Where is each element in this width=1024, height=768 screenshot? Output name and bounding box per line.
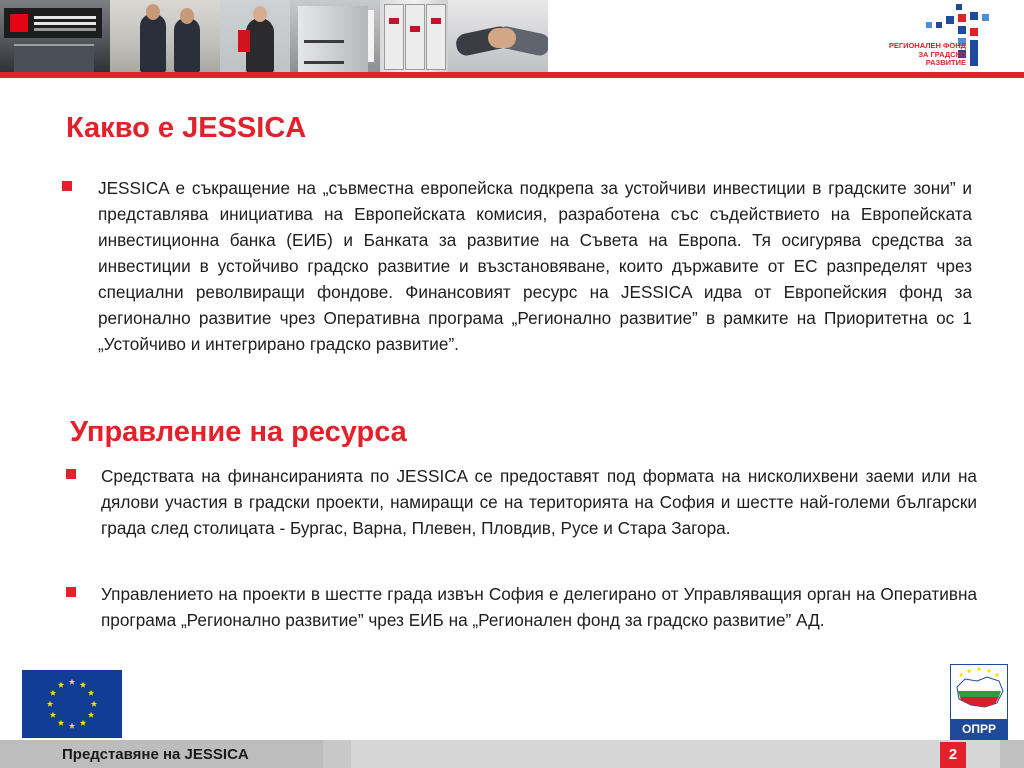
page-number: 2 [940, 742, 966, 768]
opr-logo [950, 664, 1008, 740]
eu-star-icon [69, 723, 75, 729]
eu-star-icon [69, 679, 75, 685]
bullet-marker [66, 469, 76, 479]
footer-bar [0, 740, 1024, 768]
bulgaria-map-icon [951, 665, 1007, 719]
eu-star-icon [50, 712, 56, 718]
eu-star-icon [80, 682, 86, 688]
bullet-marker [66, 587, 76, 597]
eu-star-icon [88, 712, 94, 718]
eu-flag-logo [22, 670, 122, 738]
section-heading-resource-management: Управление на ресурса [70, 416, 407, 448]
archive-cabinets-photo [380, 0, 448, 72]
eu-star-icon [88, 690, 94, 696]
financing-forms-paragraph: Средствата на финансиранията по JESSICA се предоставят под формата на нисколихвени заеми или на дялови участия в градски проекти, намиращи се на територията на София и шестте най-големи български града след столицата - Бургас, Варна, Плевен, Пловдив, Русе и Стара Загора. [101, 466, 977, 538]
header-divider [0, 72, 1024, 78]
eu-star-icon [58, 720, 64, 726]
regional-fund-logo [864, 4, 1004, 70]
footer-separator [323, 740, 351, 768]
footer-presentation-title: Представяне на JESSICA [62, 746, 249, 763]
bank-building-photo [0, 0, 110, 72]
bullet-marker [62, 181, 72, 191]
eu-stars-icon [22, 670, 122, 738]
eu-star-icon [50, 690, 56, 696]
jessica-definition-paragraph: JESSICA е съкращение на „съвместна европейска подкрепа за устойчиви инвестиции в градските зони” и представлява инициатива на Европейската комисия, разработена със съдействието на Европейската инвестиционна банка (ЕИБ) и Банката за развитие на Съвета на Европа. Тя осигурява средства за инвестиции в устойчиво градско развитие и възстановяване, които държавите от ЕС разпределят чрез специални револвиращи фондове. Финансовият ресурс на JESSICA идва от Европейския фонд за регионално развитие чрез Оперативна програма „Регионално развитие” в рамките на Приоритетна ос 1 „Устойчиво и интегрирано градско развитие”. [98, 178, 972, 354]
project-management-paragraph: Управлението на проекти в шестте града извън София е делегирано от Управляващия орган на Оперативна програма „Регионално развитие” чрез ЕИБ на „Регионален фонд за градско развитие” АД. [101, 584, 977, 630]
handshake-photo [448, 0, 548, 72]
section-heading-what-is-jessica: Какво е JESSICA [66, 112, 307, 144]
opr-logo-text: ОПРР [951, 719, 1007, 739]
businesswoman-photo [220, 0, 290, 72]
bank-entrance-photo [290, 0, 380, 72]
fund-logo-text: РЕГИОНАЛЕН ФОНД ЗА ГРАДСКО РАЗВИТИЕ [888, 41, 966, 67]
eu-star-icon [91, 701, 97, 707]
eu-star-icon [80, 720, 86, 726]
eu-star-icon [58, 682, 64, 688]
businessmen-photo [110, 0, 220, 72]
eu-star-icon [47, 701, 53, 707]
header-photo-banner [0, 0, 548, 72]
footer-end-block [1000, 740, 1024, 768]
